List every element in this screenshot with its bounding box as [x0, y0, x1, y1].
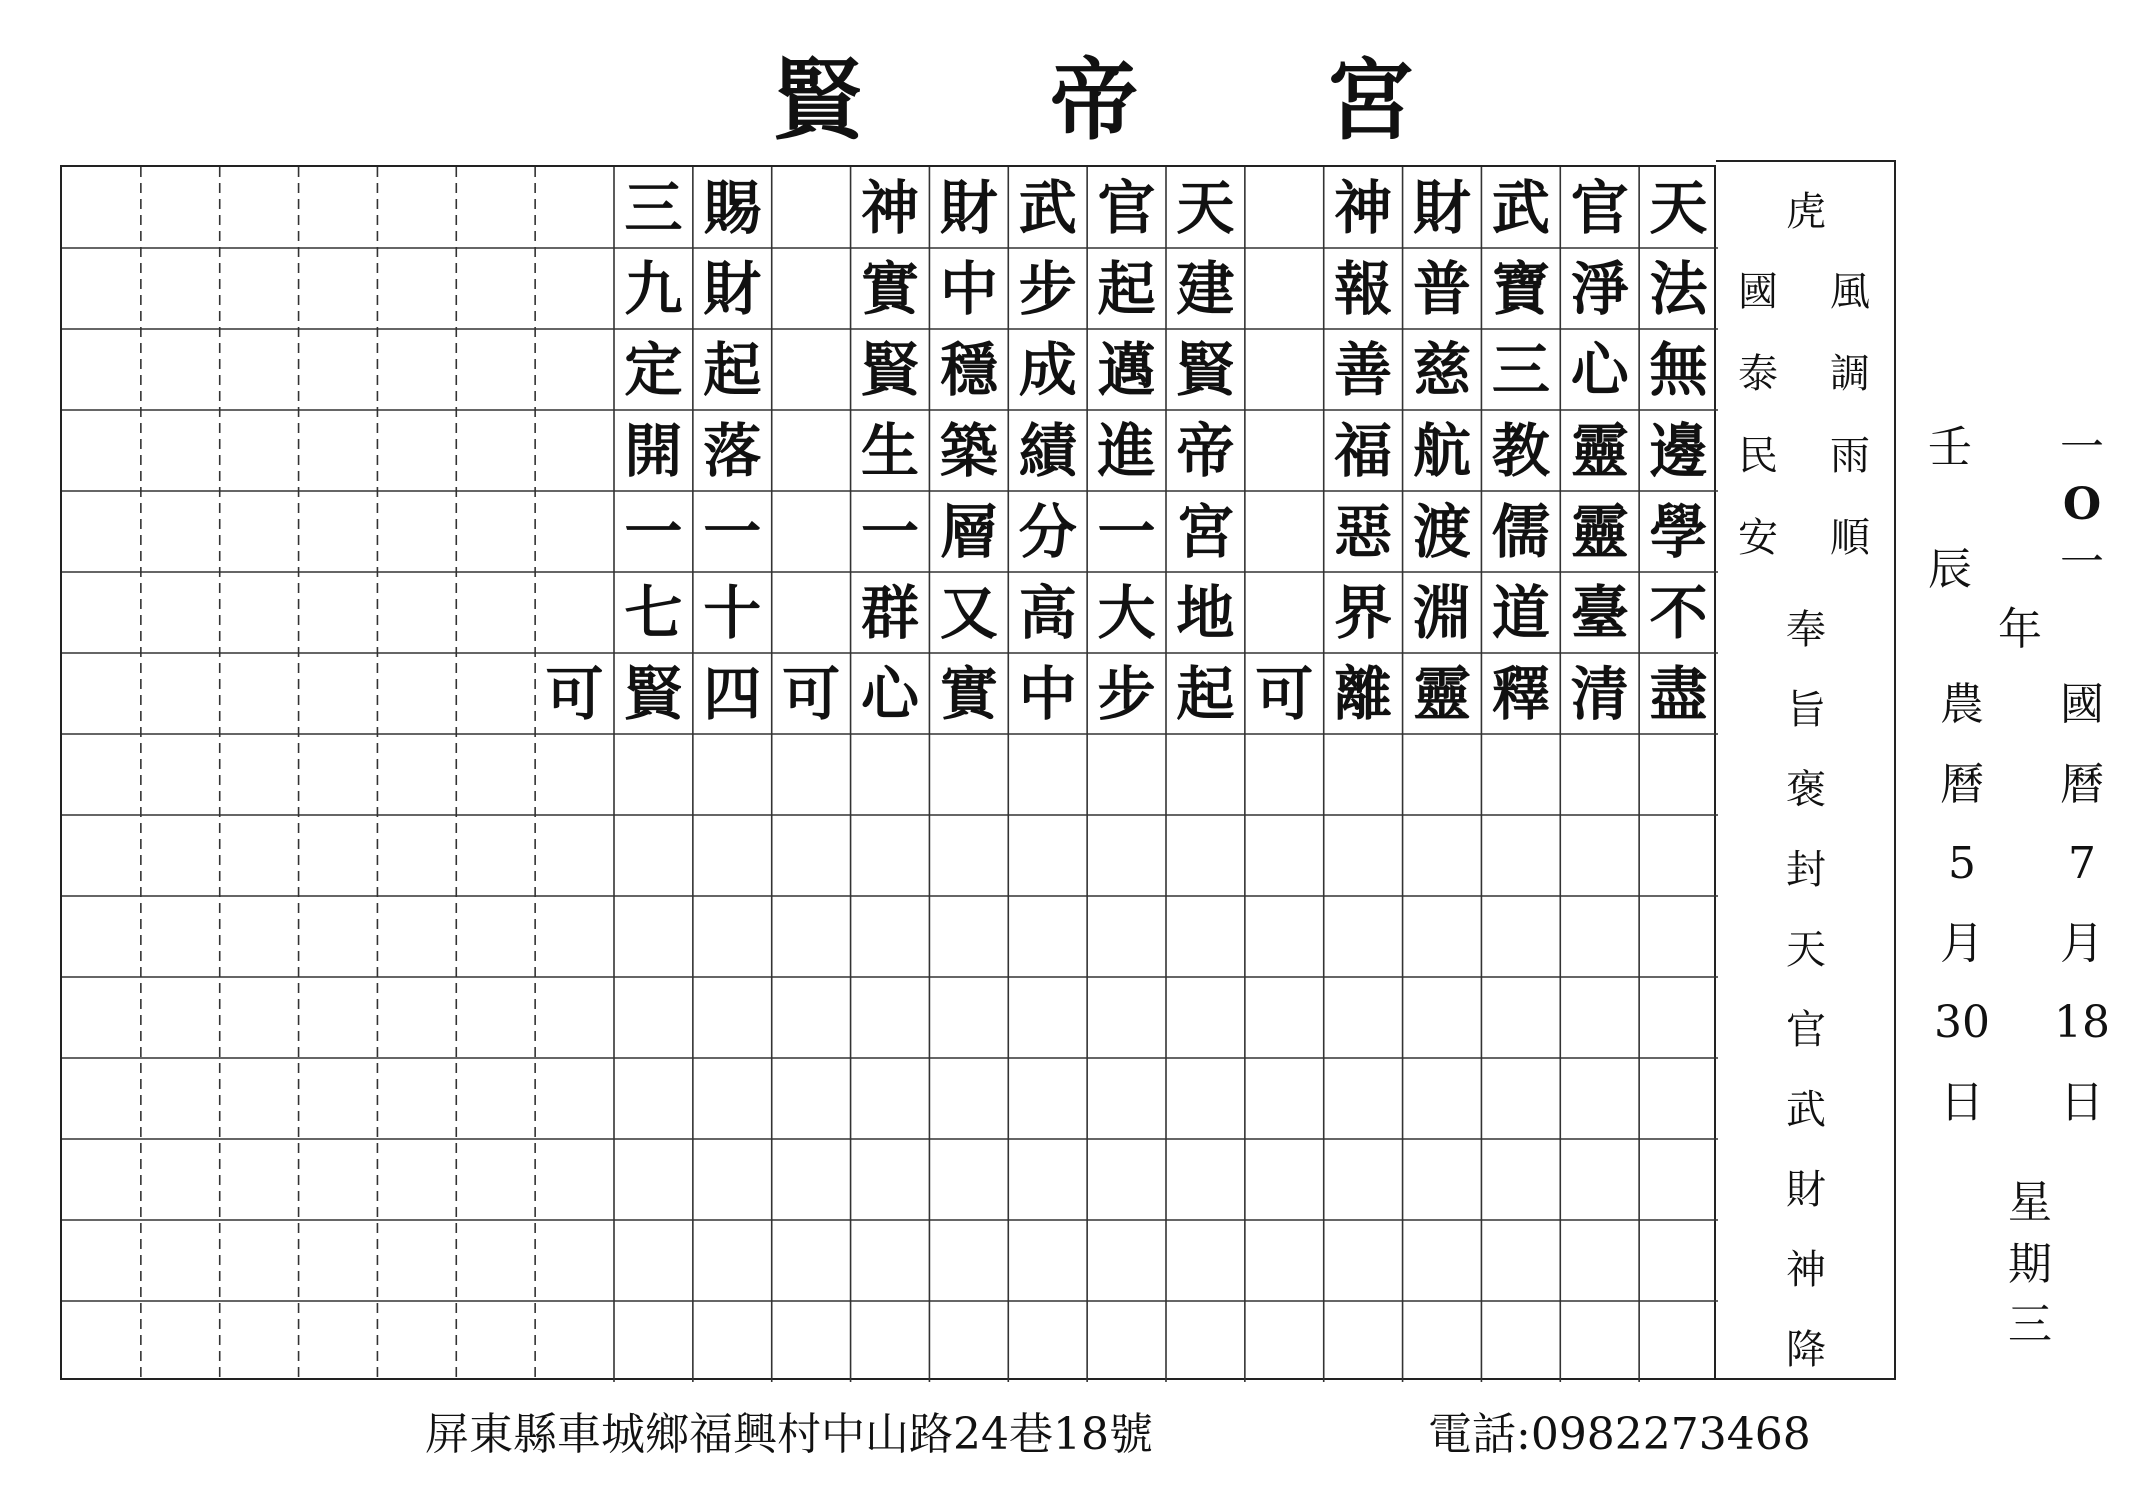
solar-date-char: 日: [2060, 1077, 2104, 1128]
grid-cell-char: 十: [703, 578, 762, 647]
grid-cell-char: 實: [860, 254, 919, 323]
solar-date-char: 18: [2054, 997, 2110, 1048]
ganzhi-char: 壬: [1928, 422, 1972, 473]
solar-date-char: 7: [2068, 838, 2096, 889]
decree-char: 神: [1786, 1247, 1826, 1293]
grid-cell-char: 官: [1570, 173, 1629, 242]
grid-cell-char: 築: [939, 416, 998, 485]
ganzhi-char: 辰: [1928, 544, 1972, 595]
grid-cell-char: 可: [1255, 659, 1314, 728]
roc-year-char: 年: [1998, 604, 2042, 655]
grid-cell-char: 淵: [1412, 578, 1471, 647]
grid-cell-char: 賢: [624, 659, 683, 728]
grid-cell-char: 一: [624, 497, 683, 566]
grid-cell-char: 普: [1412, 254, 1471, 323]
grid-cell-char: 航: [1412, 416, 1471, 485]
grid-cell-char: 報: [1334, 254, 1393, 323]
grid-cell-char: 武: [1491, 173, 1550, 242]
grid-cell-char: 福: [1334, 416, 1393, 485]
grid-cell-char: 宮: [1176, 497, 1235, 566]
title-char: 賢: [773, 48, 863, 152]
grid-cell-char: 臺: [1570, 578, 1629, 647]
grid-cell-char: 無: [1649, 335, 1708, 404]
grid-cell-char: 學: [1649, 497, 1708, 566]
decree-char: 褒: [1786, 767, 1826, 813]
grid-cell-char: 心: [1570, 335, 1629, 404]
motto-right-char: 調: [1830, 351, 1870, 397]
weekday-char: 星: [2008, 1177, 2052, 1228]
grid-cell-char: 地: [1176, 578, 1235, 647]
grid-cell-char: 官: [1097, 173, 1156, 242]
grid-cell-char: 界: [1334, 578, 1393, 647]
grid-cell-char: 建: [1176, 254, 1235, 323]
grid-cell-char: 穩: [939, 335, 998, 404]
solar-date-char: 國: [2060, 679, 2104, 730]
grid-cell-char: 天: [1176, 173, 1235, 242]
grid-cell-char: 大: [1097, 578, 1156, 647]
grid-cell-char: 定: [624, 335, 683, 404]
grid-cell-char: 清: [1570, 659, 1629, 728]
grid-cell-char: 邁: [1097, 335, 1156, 404]
grid-cell-char: 賜: [703, 173, 762, 242]
lunar-date-char: 月: [1940, 918, 1984, 969]
grid-cell-char: 一: [1097, 497, 1156, 566]
page-title: [0, 30, 2141, 170]
grid-cell-char: 離: [1334, 659, 1393, 728]
grid-cell-char: 心: [860, 659, 919, 728]
grid-cell-char: 帝: [1176, 416, 1235, 485]
motto-right-char: 順: [1830, 515, 1870, 561]
grid-cell-char: 中: [1018, 659, 1077, 728]
grid-cell-char: 四: [703, 659, 762, 728]
title-char: 宮: [1325, 48, 1415, 152]
title-char: 帝: [1049, 48, 1139, 152]
motto-left-char: 民: [1738, 433, 1778, 479]
grid-cell-char: 起: [1176, 659, 1235, 728]
lunar-date-char: 日: [1940, 1077, 1984, 1128]
grid-cell-char: 釋: [1491, 659, 1550, 728]
motto-left-char: 安: [1738, 515, 1778, 561]
solar-date-char: 月: [2060, 918, 2104, 969]
lunar-date-char: 曆: [1940, 759, 1984, 810]
footer-phone: 電話:0982273468: [1428, 1409, 1811, 1460]
grid-cell-char: 落: [703, 416, 762, 485]
grid-cell-char: 七: [624, 578, 683, 647]
grid-cell-char: 層: [939, 497, 998, 566]
grid-cell-char: 財: [703, 254, 762, 323]
grid-cell-char: 教: [1491, 416, 1550, 485]
grid-cell-char: 寶: [1491, 254, 1550, 323]
grid-cell-char: 中: [939, 254, 998, 323]
lunar-date-char: 5: [1948, 838, 1976, 889]
grid-cell-char: 高: [1018, 578, 1077, 647]
grid-cell-char: 法: [1649, 254, 1708, 323]
weekday-char: 期: [2008, 1239, 2052, 1290]
message-grid: [60, 165, 1716, 1380]
solar-date-char: 曆: [2060, 759, 2104, 810]
grid-cell-char: 武: [1018, 173, 1077, 242]
roc-year-char: 一: [2060, 422, 2104, 473]
grid-cell-char: 神: [1334, 173, 1393, 242]
grid-cell-char: 天: [1649, 173, 1708, 242]
grid-cell-char: 慈: [1412, 335, 1471, 404]
grid-cell-char: 渡: [1412, 497, 1471, 566]
grid-cell-char: 步: [1018, 254, 1077, 323]
motto-right-char: 風: [1830, 269, 1870, 315]
lunar-date-char: 農: [1940, 679, 1984, 730]
roc-year-char: 一: [2060, 537, 2104, 588]
grid-cell-char: 分: [1018, 497, 1077, 566]
motto-right-char: 雨: [1830, 433, 1870, 479]
grid-cell-char: 九: [624, 254, 683, 323]
grid-cell-char: 一: [703, 497, 762, 566]
decree-char: 天: [1786, 927, 1826, 973]
decree-char: 財: [1786, 1167, 1826, 1213]
decree-char: 封: [1786, 847, 1826, 893]
grid-cell-char: 賢: [860, 335, 919, 404]
motto-left-char: 泰: [1738, 351, 1778, 397]
grid-cell-char: 邊: [1649, 416, 1708, 485]
grid-cell-char: 進: [1097, 416, 1156, 485]
grid-cell-char: 善: [1334, 335, 1393, 404]
grid-cell-char: 惡: [1334, 497, 1393, 566]
grid-cell-char: 盡: [1649, 659, 1708, 728]
grid-cell-char: 起: [1097, 254, 1156, 323]
motto-top-char: 虎: [1786, 189, 1826, 235]
grid-cell-char: 開: [624, 416, 683, 485]
decree-char: 奉: [1786, 607, 1826, 653]
grid-cell-char: 績: [1018, 416, 1077, 485]
grid-cell-char: 又: [939, 578, 998, 647]
grid-cell-char: 一: [860, 497, 919, 566]
footer-address: 屏東縣車城鄉福興村中山路24巷18號: [425, 1409, 1153, 1460]
grid-cell-char: 道: [1491, 578, 1550, 647]
decree-char: 降: [1786, 1327, 1826, 1373]
lunar-date-char: 30: [1934, 997, 1990, 1048]
decree-char: 武: [1786, 1087, 1826, 1133]
grid-cell-char: 神: [860, 173, 919, 242]
roc-year-char: O: [2062, 479, 2102, 530]
motto-left-char: 國: [1738, 269, 1778, 315]
grid-cell-char: 可: [545, 659, 604, 728]
decree-char: 旨: [1786, 687, 1826, 733]
grid-cell-char: 財: [939, 173, 998, 242]
decree-panel: [1716, 160, 1896, 1380]
grid-cell-char: 三: [624, 173, 683, 242]
weekday-char: 三: [2008, 1299, 2052, 1350]
grid-cell-char: 淨: [1570, 254, 1629, 323]
grid-cell-char: 步: [1097, 659, 1156, 728]
grid-cell-char: 財: [1412, 173, 1471, 242]
grid-cell-char: 成: [1018, 335, 1077, 404]
grid-cell-char: 靈: [1570, 416, 1629, 485]
grid-cell-char: 生: [860, 416, 919, 485]
grid-cell-char: 起: [703, 335, 762, 404]
grid-cell-char: 靈: [1570, 497, 1629, 566]
grid-cell-char: 靈: [1412, 659, 1471, 728]
grid-cell-char: 不: [1649, 578, 1708, 647]
grid-cell-char: 三: [1491, 335, 1550, 404]
grid-cell-char: 賢: [1176, 335, 1235, 404]
decree-char: 官: [1786, 1007, 1826, 1053]
grid-cell-char: 群: [860, 578, 919, 647]
grid-cell-char: 可: [782, 659, 841, 728]
grid-cell-char: 實: [939, 659, 998, 728]
grid-cell-char: 儒: [1491, 497, 1550, 566]
